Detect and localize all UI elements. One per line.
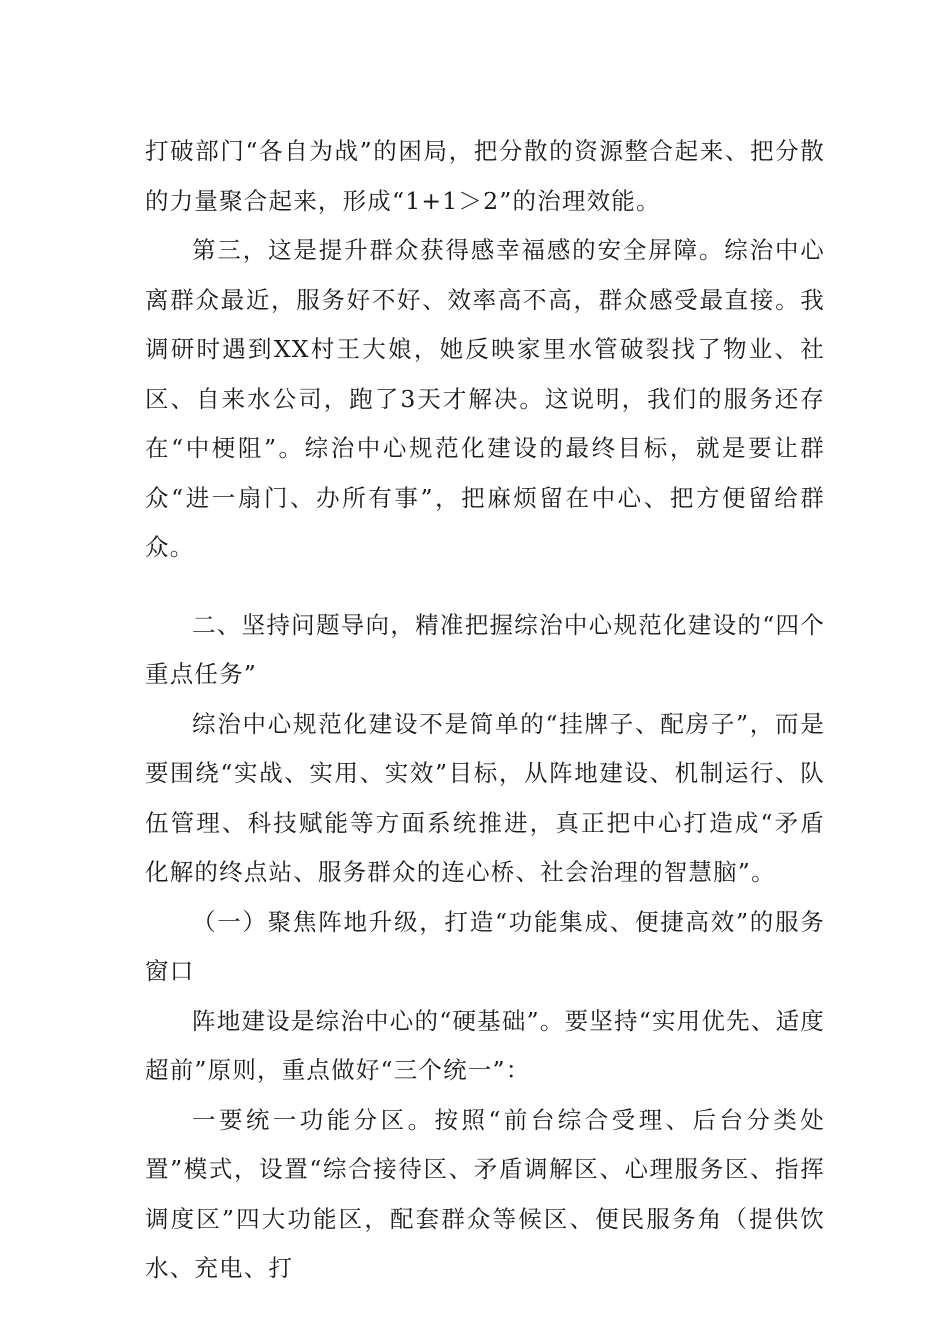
paragraph-position-building: 阵地建设是综治中心的“硬基础”。要坚持“实用优先、适度超前”原则，重点做好“三个统一”： <box>145 1006 825 1084</box>
subheading-one: （一）聚焦阵地升级，打造“功能集成、便捷高效”的服务窗口 <box>145 907 825 985</box>
paragraph-third-point: 第三，这是提升群众获得感幸福感的安全屏障。综治中心离群众最近，服务好不好、效率高不高，群众感受最直接。我调研时遇到XX村王大娘，她反映家里水管破裂找了物业、社区、自来水公司，跑了3天才解决。这说明，我们的服务还存在“中梗阻”。综治中心规范化建设的最终目标，就是要让群众“进一扇门、办所有事”，把麻烦留在中心、把方便留给群众。 <box>145 236 825 561</box>
document-body <box>145 127 825 1294</box>
paragraph-section-intro: 综治中心规范化建设不是简单的“挂牌子、配房子”，而是要围绕“实战、实用、实效”目标，从阵地建设、机制运行、队伍管理、科技赋能等方面系统推进，真正把中心打造成“矛盾化解的终点站、服务群众的连心桥、社会治理的智慧脑”。 <box>145 709 825 886</box>
paragraph-functional-zones: 一要统一功能分区。按照“前台综合受理、后台分类处置”模式，设置“综合接待区、矛盾调解区、心理服务区、指挥调度区”四大功能区，配套群众等候区、便民服务角（提供饮水、充电、打 <box>145 1105 825 1282</box>
paragraph-continuation: 打破部门“各自为战”的困局，把分散的资源整合起来、把分散的力量聚合起来，形成“1+1＞2”的治理效能。 <box>145 137 825 215</box>
section-heading-two: 二、坚持问题导向，精准把握综治中心规范化建设的“四个重点任务” <box>145 610 825 688</box>
